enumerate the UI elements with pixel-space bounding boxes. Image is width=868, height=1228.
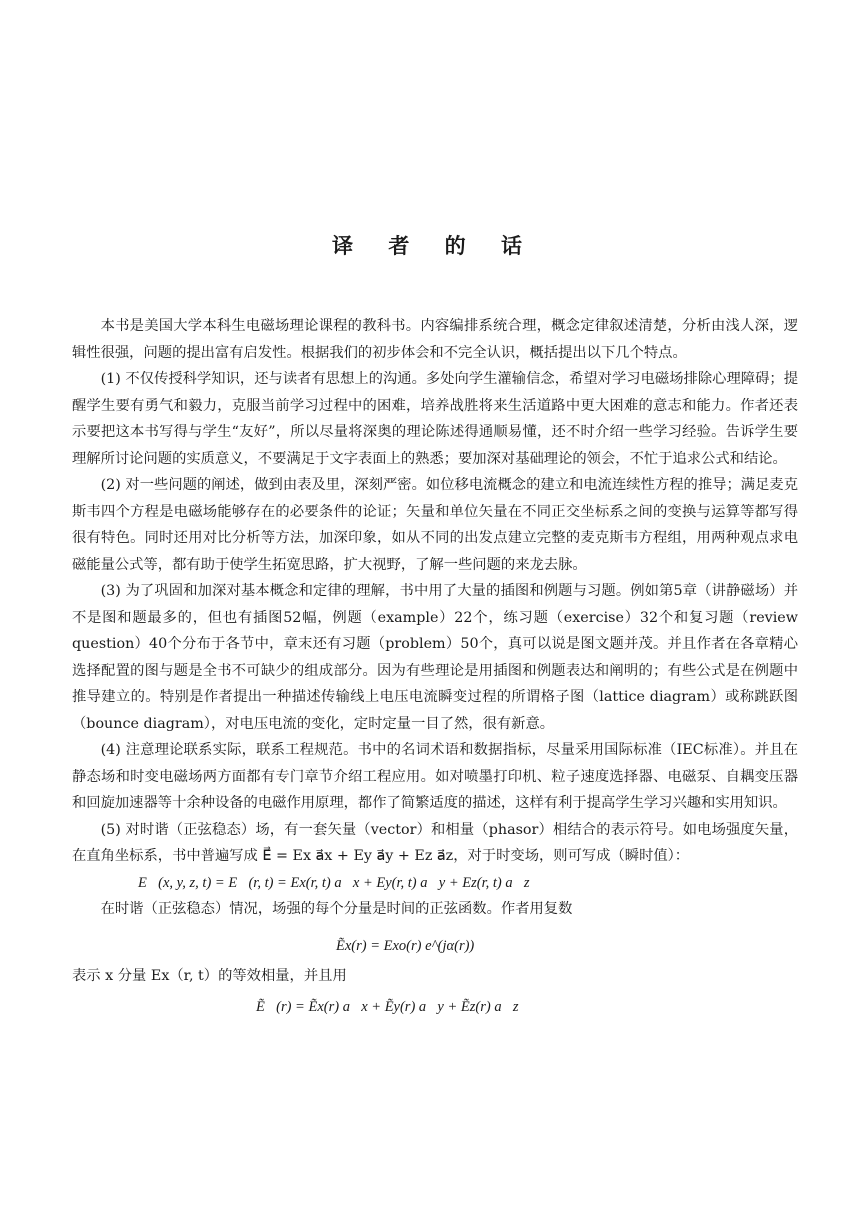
page-title: 译 者 的 话 xyxy=(332,234,536,258)
formula-phasor-vector: Ẽ⃗(r) = Ẽx(r) a⃗x + Ẽy(r) a⃗y + Ẽz(r) a⃗z xyxy=(256,998,519,1015)
paragraph-phasor-note: 表示 x 分量 Ex（r, t）的等效相量，并且用 xyxy=(72,968,347,984)
body-text xyxy=(72,313,798,1020)
paragraph-point-1: (1) 不仅传授科学知识，还与读者有思想上的沟通。多处向学生灌输信念，希望对学习电磁场排除心理障碍；提醒学生要有勇气和毅力，克服当前学习过程中的困难，培养战胜将来生活道路中更大困难的意志和能力。作者还表示要把这本书写得与学生“友好”，所以尽量将深奥的理论陈述得通顺易懂，还不时介绍一些学习经验。告诉学生要理解所讨论问题的实质意义，不要满足于文字表面上的熟悉；要加深对基础理论的领会，不忙于追求公式和结论。 xyxy=(72,371,798,467)
formula-instantaneous-field: E⃗(x, y, z, t) = E⃗(r, t) = Ex(r, t) a⃗x + Ey(r, t) a⃗y + Ez(r, t) a⃗z xyxy=(138,874,530,891)
paragraph-intro: 本书是美国大学本科生电磁场理论课程的教科书。内容编排系统合理，概念定律叙述清楚，分析由浅人深，逻辑性很强，问题的提出富有启发性。根据我们的初步体会和不完全认识，概括提出以下几个特点。 xyxy=(72,318,798,361)
paragraph-point-3: (3) 为了巩固和加深对基本概念和定律的理解，书中用了大量的插图和例题与习题。例如第5章（讲静磁场）并不是图和题最多的，但也有插图52幅，例题（example）22个，练习题（exercise）32个和复习题（review question）40个分布于各节中，章末还有习题（problem）50个，真可以说是图文题并茂。并且作者在各章精心选择配置的图与题是全书不可缺少的组成部分。因为有些理论是用插图和例题表达和阐明的；有些公式是在例题中推导建立的。特别是作者提出一种描述传输线上电压电流瞬变过程的所谓格子图（lattice diagram）或称跳跃图（bounce diagram），对电压电流的变化，定时定量一目了然，很有新意。 xyxy=(72,583,798,732)
paragraph-time-harmonic: 在时谐（正弦稳态）情况，场强的每个分量是时间的正弦函数。作者用复数 xyxy=(100,901,573,917)
formula-complex-component: Ẽx(r) = Exo(r) e^(jα(r)) xyxy=(336,937,475,954)
paragraph-point-2: (2) 对一些问题的阐述，做到由表及里，深刻严密。如位移电流概念的建立和电流连续性方程的推导；满足麦克斯韦四个方程是电磁场能够存在的必要条件的论证；矢量和单位矢量在不同正交坐标系之间的变换与运算等都写得很有特色。同时还用对比分析等方法，加深印象，如从不同的出发点建立完整的麦克斯韦方程组，用两种观点求电磁能量公式等，都有助于使学生拓宽思路，扩大视野，了解一些问题的来龙去脉。 xyxy=(72,477,798,573)
paragraph-point-5: (5) 对时谐（正弦稳态）场，有一套矢量（vector）和相量（phasor）相结合的表示符号。如电场强度矢量，在直角坐标系，书中普遍写成 E⃗ = Ex a⃗x + Ey a⃗y + Ez a⃗z，对于时变场，则可写成（瞬时值）： xyxy=(72,821,798,864)
paragraph-point-4: (4) 注意理论联系实际，联系工程规范。书中的名词术语和数据指标，尽量采用国际标准（IEC标准）。并且在静态场和时变电磁场两方面都有专门章节介绍工程应用。如对喷墨打印机、粒子速度选择器、电磁泵、自耦变压器和回旋加速器等十余种设备的电磁作用原理，都作了简繁适度的描述，这样有利于提高学生学习兴趣和实用知识。 xyxy=(72,742,798,811)
